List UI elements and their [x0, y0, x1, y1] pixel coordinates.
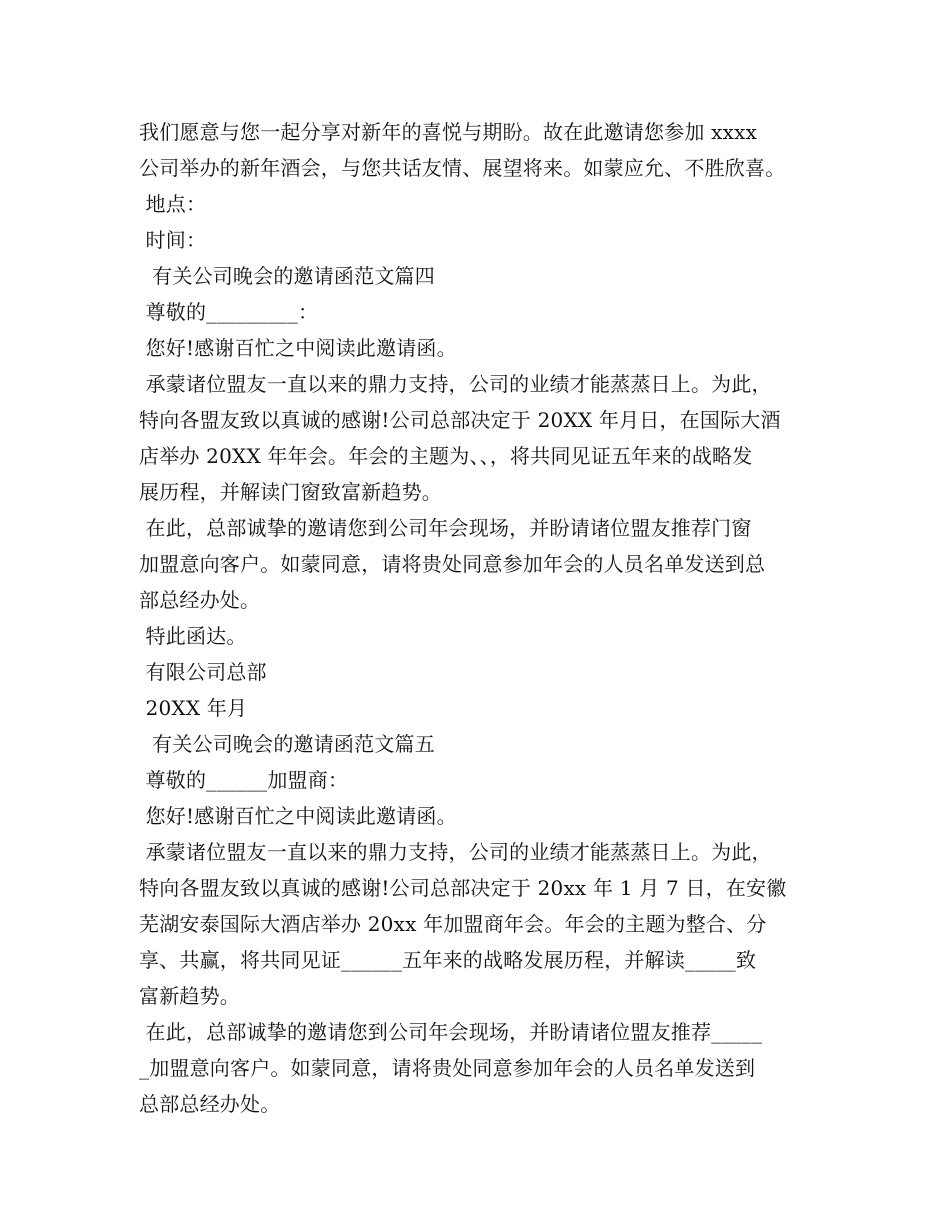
text-line: 特向各盟友致以真诚的感谢!公司总部决定于 20XX 年月日，在国际大酒 — [139, 408, 781, 432]
text-line: 部总经办处。 — [139, 588, 261, 612]
text-line: 承蒙诸位盟友一直以来的鼎力支持，公司的业绩才能蒸蒸日上。为此， — [139, 372, 772, 396]
text-line: 加盟意向客户。如蒙同意，请将贵处同意参加年会的人员名单发送到总 — [139, 552, 766, 576]
salutation: 尊敬的_________： — [139, 300, 319, 324]
text-line: 富新趋势。 — [139, 984, 240, 1008]
section-heading: 有关公司晚会的邀请函范文篇四 — [139, 264, 435, 288]
text-line: 您好!感谢百忙之中阅读此邀请函。 — [139, 336, 457, 360]
signature-org: 有限公司总部 — [139, 660, 267, 684]
text-line: 我们愿意与您一起分享对新年的喜悦与期盼。故在此邀请您参加 xxxx — [139, 120, 758, 144]
section-heading: 有关公司晚会的邀请函范文篇五 — [139, 732, 435, 756]
text-line: 您好!感谢百忙之中阅读此邀请函。 — [139, 804, 457, 828]
closing-line: 特此函达。 — [139, 624, 247, 648]
signature-date: 20XX 年月 — [139, 696, 248, 720]
text-line: 承蒙诸位盟友一直以来的鼎力支持，公司的业绩才能蒸蒸日上。为此， — [139, 840, 772, 864]
text-line: 芜湖安泰国际大酒店举办 20xx 年加盟商年会。年会的主题为整合、分 — [139, 912, 767, 936]
text-line: 地点： — [139, 192, 207, 216]
text-line: 在此，总部诚挚的邀请您到公司年会现场，并盼请诸位盟友推荐门窗 — [139, 516, 752, 540]
text-line: _加盟意向客户。如蒙同意，请将贵处同意参加年会的人员名单发送到 — [139, 1056, 756, 1080]
text-line: 特向各盟友致以真诚的感谢!公司总部决定于 20xx 年 1 月 7 日，在安徽 — [139, 876, 787, 900]
salutation: 尊敬的______加盟商： — [139, 768, 349, 792]
text-line: 享、共赢，将共同见证______五年来的战略发展历程，并解读_____致 — [139, 948, 757, 972]
text-line: 总部总经办处。 — [139, 1092, 281, 1116]
text-line: 公司举办的新年酒会，与您共话友情、展望将来。如蒙应允、不胜欣喜。 — [139, 156, 786, 180]
text-line: 时间： — [139, 228, 207, 252]
text-line: 在此，总部诚挚的邀请您到公司年会现场，并盼请诸位盟友推荐_____ — [139, 1020, 763, 1044]
text-line: 店举办 20XX 年年会。年会的主题为、、，将共同见证五年来的战略发 — [139, 444, 753, 468]
text-line: 展历程，并解读门窗致富新趋势。 — [139, 480, 442, 504]
